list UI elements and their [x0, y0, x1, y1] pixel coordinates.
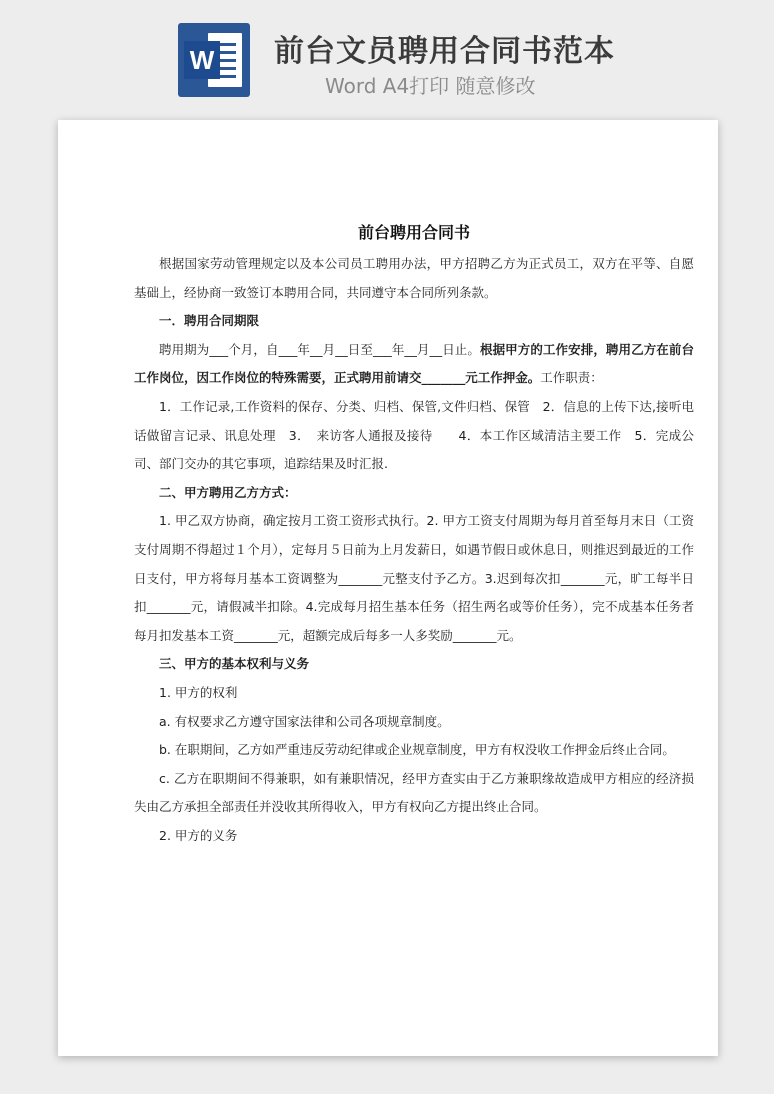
right-a: a. 有权要求乙方遵守国家法律和公司各项规章制度。	[159, 713, 450, 729]
document-content	[134, 218, 694, 850]
section-3-heading: 三、甲方的基本权利与义务	[159, 656, 310, 672]
document-page	[58, 120, 718, 1056]
right-c: c. 乙方在职期间不得兼职，如有兼职情况，经甲方查实由于乙方兼职缘故造成甲方相应的经济损失由乙方承担全部责任并没收其所得收入，甲方有权向乙方提出终止合同。	[134, 770, 694, 815]
banner-title: 前台文员聘用合同书范本	[274, 34, 615, 69]
intro-paragraph: 根据国家劳动管理规定以及本公司员工聘用办法，甲方招聘乙方为正式员工，双方在平等、自愿基础上，经协商一致签订本聘用合同，共同遵守本合同所列条款。	[134, 256, 694, 300]
word-document-icon	[178, 23, 250, 97]
section-1-paragraph	[134, 336, 694, 393]
word-logo-letter: W	[184, 41, 220, 79]
rights-heading: 1. 甲方的权利	[159, 684, 238, 700]
obligations-heading: 2. 甲方的义务	[159, 827, 238, 843]
term-text: 聘用期为___个月，自___年__月__日至___年__月__日止。	[159, 341, 480, 357]
banner-subtitle: Word A4打印 随意修改	[325, 74, 536, 98]
deposit-bold-text: 根据甲方的工作安排，聘用乙方在前台工作岗位，因工作岗位的特殊需要，正式聘用前请交_______元工作押金。	[134, 341, 694, 386]
banner-header	[0, 0, 774, 118]
document-title: 前台聘用合同书	[357, 223, 470, 242]
section-1-heading: 一．聘用合同期限	[159, 313, 260, 329]
right-b: b. 在职期间，乙方如严重违反劳动纪律或企业规章制度，甲方有权没收工作押金后终止合同。	[159, 742, 675, 758]
duties-label: 工作职责：	[540, 370, 603, 386]
duties-paragraph: 1．工作记录,工作资料的保存、分类、归档、保管,文件归档、保管 2．信息的上传下达,接听电话做留言记录、讯息处理 3． 来访客人通报及接待 4．本工作区域清洁主要工作 5．完成公司、部门交办的其它事项，追踪结果及时汇报.	[134, 398, 694, 472]
section-2-heading: 二、甲方聘用乙方方式：	[159, 484, 297, 500]
section-2-paragraph: 1. 甲乙双方协商，确定按月工资工资形式执行。2. 甲方工资支付周期为每月首至每月末日（工资支付周期不得超过１个月），定每月５日前为上月发薪日，如遇节假日或休息日，则推迟到最近的工作日支付，甲方将每月基本工资调整为_______元整支付予乙方。3.迟到每次扣_______元，旷工每半日扣_______元，请假减半扣除。4.完成每月招生基本任务（招生两名或等价任务），完不成基本任务者每月扣发基本工资_______元，超额完成后每多一人多奖励_______元。	[134, 513, 694, 643]
